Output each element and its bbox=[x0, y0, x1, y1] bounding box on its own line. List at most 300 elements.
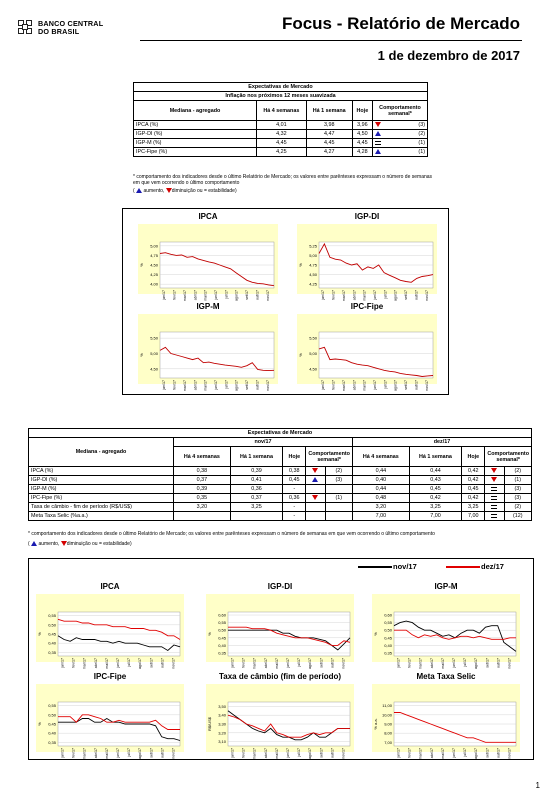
x-tick-label: set/17 bbox=[149, 658, 154, 668]
charts1-chart-2 bbox=[138, 302, 278, 392]
x-tick-label: set/17 bbox=[245, 380, 250, 390]
x-tick-label: fev/17 bbox=[407, 748, 412, 758]
title-divider bbox=[140, 40, 522, 41]
x-tick-label: nov/17 bbox=[171, 748, 176, 759]
x-tick-label: set/17 bbox=[319, 748, 324, 758]
x-tick-label: fev/17 bbox=[71, 658, 76, 668]
y-axis-label: % bbox=[37, 632, 42, 636]
y-tick-label: 0,50 bbox=[48, 712, 56, 718]
x-tick-label: fev/17 bbox=[172, 290, 177, 300]
x-tick-label: mai/17 bbox=[104, 658, 109, 669]
y-tick-label: 0,35 bbox=[48, 739, 56, 745]
cell-4w: 4,01 bbox=[257, 121, 307, 130]
cell-dez-trend bbox=[485, 512, 504, 521]
cell-1w: 3,98 bbox=[306, 121, 352, 130]
cell-dez-count: (2) bbox=[504, 503, 531, 512]
cell-nov-today: - bbox=[283, 485, 306, 494]
up-arrow-icon bbox=[312, 477, 318, 482]
x-tick-label: nov/17 bbox=[341, 658, 346, 669]
y-tick-label: 4,50 bbox=[309, 272, 317, 278]
x-tick-label: out/17 bbox=[160, 658, 165, 668]
y-tick-label: 3,30 bbox=[218, 721, 226, 727]
legend-dez-label: dez/17 bbox=[481, 562, 504, 571]
x-tick-label: mai/17 bbox=[362, 290, 367, 301]
chart-background bbox=[138, 314, 278, 392]
row-name: Meta Taxa Selic (%a.a.) bbox=[29, 512, 174, 521]
chart-svg bbox=[297, 326, 437, 396]
y-tick-label: 5,50 bbox=[150, 335, 158, 341]
x-tick-label: fev/17 bbox=[71, 748, 76, 758]
x-tick-label: fev/17 bbox=[407, 658, 412, 668]
cell-dez-today: 0,42 bbox=[462, 476, 485, 485]
y-tick-label: 5,00 bbox=[150, 350, 158, 356]
y-axis-label: % bbox=[139, 263, 144, 267]
cell-nov-1w: 0,37 bbox=[230, 494, 283, 503]
cell-today: 3,96 bbox=[352, 121, 372, 130]
table-row bbox=[29, 476, 532, 485]
x-tick-label: mai/17 bbox=[440, 748, 445, 759]
x-tick-label: nov/17 bbox=[424, 290, 429, 301]
table-row bbox=[29, 512, 532, 521]
cell-nov-4w: 3,20 bbox=[174, 503, 231, 512]
cell-dez-4w: 7,00 bbox=[352, 512, 409, 521]
row-name: Taxa de câmbio - fim de período (R$/US$) bbox=[29, 503, 174, 512]
row-name: IPCA (%) bbox=[134, 121, 257, 130]
y-tick-label: 0,35 bbox=[384, 650, 392, 656]
cell-today: 4,45 bbox=[352, 139, 372, 148]
chart-background bbox=[36, 684, 184, 760]
table1-note: * comportamento dos indicadores desde o último Relatório de Mercado; os valores entre parênteses expressam o número de semanas em que vem ocorrendo o último comportamento bbox=[133, 174, 433, 186]
x-tick-label: jun/17 bbox=[214, 380, 218, 390]
x-tick-label: abr/17 bbox=[429, 658, 434, 669]
monthly-expectations-table bbox=[28, 428, 532, 521]
y-tick-label: 0,55 bbox=[384, 620, 392, 626]
y-axis-label: % bbox=[298, 353, 303, 357]
cell-nov-trend bbox=[306, 512, 325, 521]
legend-up-label: aumento, bbox=[38, 541, 60, 547]
x-tick-label: nov/17 bbox=[265, 380, 270, 391]
x-tick-label: jul/17 bbox=[297, 748, 302, 757]
legend-nov-line bbox=[358, 566, 392, 568]
x-tick-label: mar/17 bbox=[418, 658, 423, 670]
y-tick-label: 0,40 bbox=[48, 640, 56, 646]
cell-nov-4w: 0,37 bbox=[174, 476, 231, 485]
logo-line2: DO BRASIL bbox=[38, 27, 80, 36]
x-tick-label: jan/17 bbox=[396, 658, 401, 668]
table-row bbox=[134, 148, 428, 157]
y-tick-label: 4,75 bbox=[309, 262, 317, 268]
x-tick-label: jan/17 bbox=[162, 290, 167, 300]
x-tick-label: jan/17 bbox=[321, 290, 326, 300]
x-tick-label: out/17 bbox=[330, 658, 335, 668]
chart-svg bbox=[36, 606, 184, 674]
x-tick-label: fev/17 bbox=[331, 380, 336, 390]
legend-nov-label: nov/17 bbox=[393, 562, 417, 571]
legend-down-label: diminuição ou bbox=[171, 188, 203, 194]
chart-title: Meta Taxa Selic bbox=[416, 672, 476, 681]
y-axis-label: R$/US$ bbox=[207, 716, 212, 732]
cell-dez-1w: 0,44 bbox=[409, 467, 462, 476]
plot-area bbox=[319, 332, 433, 378]
x-tick-label: nov/17 bbox=[507, 658, 512, 669]
x-tick-label: jul/17 bbox=[463, 658, 468, 667]
down-arrow-icon bbox=[491, 477, 497, 482]
x-tick-label: mar/17 bbox=[82, 748, 87, 760]
x-tick-label: jul/17 bbox=[224, 380, 229, 389]
cell-nov-4w: 0,35 bbox=[174, 494, 231, 503]
x-tick-label: out/17 bbox=[414, 290, 419, 300]
cell-dez-trend bbox=[485, 476, 504, 485]
x-tick-label: jan/17 bbox=[60, 748, 65, 758]
x-tick-label: abr/17 bbox=[93, 748, 98, 759]
cell-nov-trend bbox=[306, 485, 325, 494]
cell-nov-4w: 0,38 bbox=[174, 467, 231, 476]
table2-b-4w: Há 4 semanas bbox=[352, 447, 409, 467]
x-tick-label: jun/17 bbox=[116, 658, 120, 668]
cell-nov-count bbox=[325, 485, 352, 494]
cell-nov-today: 0,36 bbox=[283, 494, 306, 503]
cell-today: 4,50 bbox=[352, 130, 372, 139]
row-name: IGP-DI (%) bbox=[29, 476, 174, 485]
x-tick-label: mai/17 bbox=[203, 290, 208, 301]
y-tick-label: 0,35 bbox=[218, 650, 226, 656]
y-tick-label: 0,55 bbox=[48, 613, 56, 619]
down-arrow-icon bbox=[312, 495, 318, 500]
cell-nov-trend bbox=[306, 503, 325, 512]
x-tick-label: jun/17 bbox=[214, 290, 218, 300]
x-tick-label: mar/17 bbox=[341, 290, 346, 302]
cell-dez-trend bbox=[485, 485, 504, 494]
cell-dez-4w: 0,40 bbox=[352, 476, 409, 485]
y-tick-label: 5,00 bbox=[309, 350, 317, 356]
table1-col-label: Mediana - agregado bbox=[134, 101, 257, 121]
equal-icon bbox=[491, 505, 497, 509]
chart-title: IGP-M bbox=[434, 582, 458, 591]
y-tick-label: 8,00 bbox=[384, 730, 392, 736]
x-tick-label: jun/17 bbox=[452, 658, 456, 668]
plot-area bbox=[394, 612, 516, 656]
up-arrow-icon bbox=[136, 188, 142, 193]
x-tick-label: ago/17 bbox=[474, 748, 479, 759]
chart-title: IGP-DI bbox=[267, 582, 293, 591]
table2-a-4w: Há 4 semanas bbox=[174, 447, 231, 467]
row-name: IGP-M (%) bbox=[134, 139, 257, 148]
row-name: IPCA (%) bbox=[29, 467, 174, 476]
x-tick-label: jan/17 bbox=[60, 658, 65, 668]
row-name: IPC-Fipe (%) bbox=[29, 494, 174, 503]
cell-dez-count: (1) bbox=[504, 476, 531, 485]
y-tick-label: 4,25 bbox=[309, 281, 317, 287]
x-tick-label: abr/17 bbox=[93, 658, 98, 669]
row-name: IPC-Fipe (%) bbox=[134, 148, 257, 157]
table2-a-1w: Há 1 semana bbox=[230, 447, 283, 467]
x-tick-label: mai/17 bbox=[104, 748, 109, 759]
cell-nov-count bbox=[325, 512, 352, 521]
table2-a-behavior: Comportamento semanal* bbox=[306, 447, 353, 467]
charts1-chart-0 bbox=[138, 212, 278, 302]
table2-legend: ( aumento, diminuição ou = estabilidade) bbox=[28, 541, 132, 547]
charts2-chart-5 bbox=[372, 672, 520, 760]
x-tick-label: out/17 bbox=[330, 748, 335, 758]
chart-background bbox=[297, 314, 437, 392]
y-tick-label: 5,00 bbox=[150, 243, 158, 249]
y-axis-label: % bbox=[373, 632, 378, 636]
inflation-12m-table bbox=[133, 82, 428, 157]
cell-nov-4w bbox=[174, 512, 231, 521]
x-tick-label: abr/17 bbox=[352, 380, 357, 391]
y-tick-label: 3,10 bbox=[218, 739, 226, 745]
cell-today: 4,28 bbox=[352, 148, 372, 157]
x-tick-label: mar/17 bbox=[182, 290, 187, 302]
x-tick-label: jul/17 bbox=[297, 658, 302, 667]
cell-1w: 4,47 bbox=[306, 130, 352, 139]
y-tick-label: 0,40 bbox=[384, 642, 392, 648]
y-tick-label: 4,50 bbox=[150, 366, 158, 372]
legend-dez-line bbox=[446, 566, 480, 568]
up-arrow-icon bbox=[375, 131, 381, 136]
charts1-chart-3 bbox=[297, 302, 437, 392]
equal-icon bbox=[375, 141, 381, 145]
y-tick-label: 0,50 bbox=[218, 627, 226, 633]
y-tick-label: 0,45 bbox=[48, 631, 56, 637]
cell-dez-count: (2) bbox=[504, 467, 531, 476]
cell-dez-1w: 0,43 bbox=[409, 476, 462, 485]
x-tick-label: out/17 bbox=[414, 380, 419, 390]
x-tick-label: mai/17 bbox=[203, 380, 208, 391]
x-tick-label: jan/17 bbox=[230, 748, 235, 758]
x-tick-label: mar/17 bbox=[418, 748, 423, 760]
cell-1w: 4,45 bbox=[306, 139, 352, 148]
y-tick-label: 0,60 bbox=[218, 612, 226, 618]
x-tick-label: jan/17 bbox=[230, 658, 235, 668]
page-title: Focus - Relatório de Mercado bbox=[281, 14, 520, 33]
cell-nov-trend bbox=[306, 467, 325, 476]
y-tick-label: 4,50 bbox=[150, 262, 158, 268]
charts2-chart-1 bbox=[206, 582, 354, 670]
y-tick-label: 5,50 bbox=[309, 335, 317, 341]
cell-dez-4w: 0,44 bbox=[352, 467, 409, 476]
x-tick-label: mai/17 bbox=[440, 658, 445, 669]
y-tick-label: 0,45 bbox=[218, 635, 226, 641]
table2-title: Expectativas de Mercado bbox=[29, 429, 532, 438]
x-tick-label: jun/17 bbox=[286, 658, 290, 668]
x-tick-label: jul/17 bbox=[224, 290, 229, 299]
x-tick-label: abr/17 bbox=[263, 658, 268, 669]
cell-nov-1w: 0,41 bbox=[230, 476, 283, 485]
x-tick-label: abr/17 bbox=[263, 748, 268, 759]
cell-4w: 4,25 bbox=[257, 148, 307, 157]
x-tick-label: nov/17 bbox=[341, 748, 346, 759]
table2-group-nov: nov/17 bbox=[174, 438, 353, 447]
x-tick-label: set/17 bbox=[485, 658, 490, 668]
logo-line1: BANCO CENTRAL bbox=[38, 19, 104, 28]
charts2-chart-0 bbox=[36, 582, 184, 670]
cell-dez-today: 7,00 bbox=[462, 512, 485, 521]
y-tick-label: 3,40 bbox=[218, 712, 226, 718]
y-axis-label: % a.a. bbox=[373, 718, 378, 730]
chart-title: IGP-M bbox=[196, 302, 220, 311]
x-tick-label: jun/17 bbox=[286, 748, 290, 758]
x-tick-label: mar/17 bbox=[252, 748, 257, 760]
chart-svg bbox=[297, 236, 437, 306]
table-row bbox=[29, 503, 532, 512]
table2-b-1w: Há 1 semana bbox=[409, 447, 462, 467]
chart-title: Taxa de câmbio (fim de período) bbox=[218, 672, 342, 681]
x-tick-label: set/17 bbox=[404, 290, 409, 300]
x-tick-label: jun/17 bbox=[373, 380, 377, 390]
y-tick-label: 0,50 bbox=[48, 622, 56, 628]
table2-b-today: Hoje bbox=[462, 447, 485, 467]
cell-dez-count: (12) bbox=[504, 512, 531, 521]
x-tick-label: mai/17 bbox=[362, 380, 367, 391]
y-axis-label: % bbox=[37, 722, 42, 726]
cell-nov-today: 0,45 bbox=[283, 476, 306, 485]
cell-nov-trend bbox=[306, 476, 325, 485]
x-tick-label: set/17 bbox=[149, 748, 154, 758]
x-tick-label: set/17 bbox=[485, 748, 490, 758]
y-tick-label: 7,00 bbox=[384, 739, 392, 745]
plot-area bbox=[228, 612, 350, 656]
cell-dez-1w: 7,00 bbox=[409, 512, 462, 521]
row-name: IGP-M (%) bbox=[29, 485, 174, 494]
x-tick-label: abr/17 bbox=[193, 380, 198, 391]
x-tick-label: ago/17 bbox=[393, 380, 398, 391]
y-tick-label: 4,25 bbox=[150, 272, 158, 278]
x-tick-label: jan/17 bbox=[396, 748, 401, 758]
y-tick-label: 0,55 bbox=[218, 620, 226, 626]
chart-background bbox=[138, 224, 278, 302]
cell-dez-trend bbox=[485, 494, 504, 503]
chart-background bbox=[206, 594, 354, 670]
cell-dez-trend bbox=[485, 503, 504, 512]
legend-down-label: diminuição ou bbox=[66, 541, 98, 547]
x-tick-label: jan/17 bbox=[162, 380, 167, 390]
y-axis-label: % bbox=[298, 263, 303, 267]
table2-note: * comportamento dos indicadores desde o último Relatório de Mercado; os valores entre parênteses expressam o número de semanas em que vem ocorrendo o último comportamento bbox=[28, 531, 435, 537]
y-tick-label: 5,25 bbox=[309, 243, 317, 249]
y-tick-label: 4,50 bbox=[309, 366, 317, 372]
cell-nov-today: 0,38 bbox=[283, 467, 306, 476]
down-arrow-icon bbox=[375, 122, 381, 127]
y-tick-label: 0,45 bbox=[48, 721, 56, 727]
behavior-count: (1) bbox=[418, 149, 425, 155]
behavior-count: (3) bbox=[418, 122, 425, 128]
table1-col-1w: Há 1 semana bbox=[306, 101, 352, 121]
table-row bbox=[29, 485, 532, 494]
y-tick-label: 4,75 bbox=[150, 252, 158, 258]
y-tick-label: 0,40 bbox=[218, 642, 226, 648]
chart-svg bbox=[138, 326, 278, 396]
x-tick-label: fev/17 bbox=[331, 290, 336, 300]
cell-behavior bbox=[373, 130, 428, 139]
cell-dez-1w: 0,42 bbox=[409, 494, 462, 503]
y-tick-label: 0,60 bbox=[384, 612, 392, 618]
bcb-logo bbox=[18, 18, 138, 40]
cell-dez-count: (3) bbox=[504, 494, 531, 503]
cell-nov-count: (2) bbox=[325, 467, 352, 476]
y-tick-label: 0,50 bbox=[384, 627, 392, 633]
up-arrow-icon bbox=[375, 149, 381, 154]
cell-nov-1w: 3,25 bbox=[230, 503, 283, 512]
cell-dez-4w: 0,48 bbox=[352, 494, 409, 503]
cell-nov-today: - bbox=[283, 503, 306, 512]
equal-icon bbox=[491, 496, 497, 500]
cell-nov-count bbox=[325, 503, 352, 512]
cell-dez-trend bbox=[485, 467, 504, 476]
table1-subtitle: Inflação nos próximos 12 meses suavizada bbox=[134, 92, 428, 101]
x-tick-label: jul/17 bbox=[383, 290, 388, 299]
x-tick-label: set/17 bbox=[404, 380, 409, 390]
x-tick-label: mar/17 bbox=[82, 658, 87, 670]
y-tick-label: 11,00 bbox=[382, 703, 392, 709]
cell-nov-1w bbox=[230, 512, 283, 521]
x-tick-label: jul/17 bbox=[383, 380, 388, 389]
down-arrow-icon bbox=[312, 468, 318, 473]
chart-title: IPCA bbox=[198, 212, 218, 221]
x-tick-label: jan/17 bbox=[321, 380, 326, 390]
behavior-count: (2) bbox=[418, 131, 425, 137]
table1-title: Expectativas de Mercado bbox=[134, 83, 428, 92]
table-row bbox=[134, 139, 428, 148]
y-axis-label: % bbox=[207, 632, 212, 636]
x-tick-label: out/17 bbox=[496, 658, 501, 668]
report-date: 1 de dezembro de 2017 bbox=[377, 48, 520, 63]
chart-svg bbox=[206, 696, 354, 764]
x-tick-label: nov/17 bbox=[171, 658, 176, 669]
cell-nov-trend bbox=[306, 494, 325, 503]
x-tick-label: nov/17 bbox=[507, 748, 512, 759]
cell-1w: 4,27 bbox=[306, 148, 352, 157]
table1-col-4w: Há 4 semanas bbox=[257, 101, 307, 121]
table-row bbox=[29, 467, 532, 476]
x-tick-label: abr/17 bbox=[193, 290, 198, 301]
y-tick-label: 0,40 bbox=[48, 730, 56, 736]
table2-a-today: Hoje bbox=[283, 447, 306, 467]
chart-title: IPC-Fipe bbox=[350, 302, 384, 311]
x-tick-label: out/17 bbox=[255, 380, 260, 390]
row-name: IGP-DI (%) bbox=[134, 130, 257, 139]
y-tick-label: 5,00 bbox=[309, 252, 317, 258]
cell-nov-count: (1) bbox=[325, 494, 352, 503]
x-tick-label: ago/17 bbox=[474, 658, 479, 669]
x-tick-label: out/17 bbox=[255, 290, 260, 300]
cell-nov-today: - bbox=[283, 512, 306, 521]
charts2-chart-4 bbox=[206, 672, 354, 760]
y-tick-label: 9,00 bbox=[384, 721, 392, 727]
x-tick-label: jul/17 bbox=[127, 658, 132, 667]
y-tick-label: 0,45 bbox=[384, 635, 392, 641]
x-tick-label: jun/17 bbox=[373, 290, 377, 300]
cell-behavior bbox=[373, 139, 428, 148]
chart-title: IPCA bbox=[100, 582, 120, 591]
chart-svg bbox=[206, 606, 354, 674]
x-tick-label: jul/17 bbox=[127, 748, 132, 757]
y-tick-label: 0,35 bbox=[48, 649, 56, 655]
legend-eq-label: = estabilidade) bbox=[203, 188, 237, 194]
cell-nov-count: (3) bbox=[325, 476, 352, 485]
x-tick-label: abr/17 bbox=[429, 748, 434, 759]
cell-nov-1w: 0,36 bbox=[230, 485, 283, 494]
behavior-count: (1) bbox=[418, 140, 425, 146]
cell-dez-1w: 3,25 bbox=[409, 503, 462, 512]
table2-group-dez: dez/17 bbox=[352, 438, 531, 447]
charts2-chart-2 bbox=[372, 582, 520, 670]
table-row bbox=[134, 121, 428, 130]
cell-dez-today: 0,42 bbox=[462, 494, 485, 503]
x-tick-label: nov/17 bbox=[265, 290, 270, 301]
cell-behavior bbox=[373, 148, 428, 157]
x-tick-label: ago/17 bbox=[138, 658, 143, 669]
